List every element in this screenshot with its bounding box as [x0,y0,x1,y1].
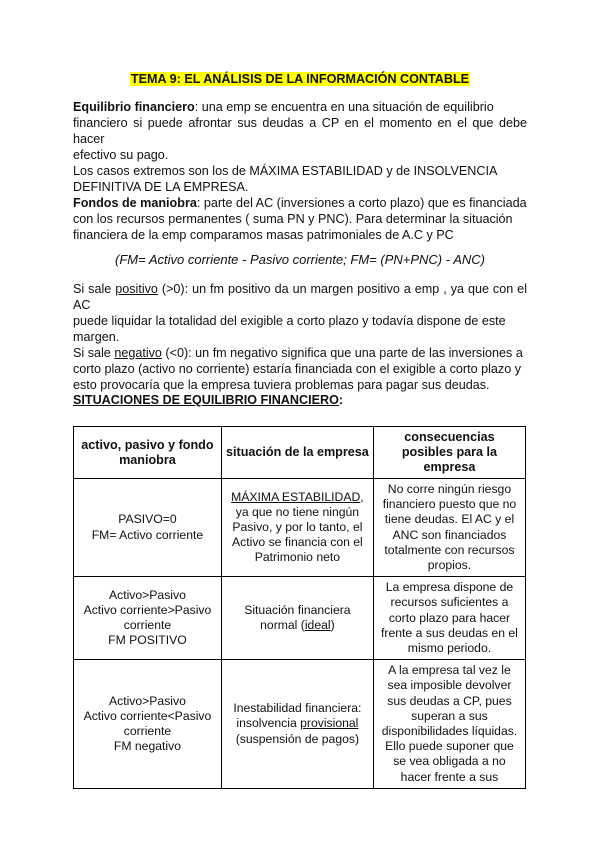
title-highlight: TEMA 9: EL ANÁLISIS DE LA INFORMACIÓN CONTABLE [130,72,470,86]
negativo-line: esto provocaría que la empresa tuviera problemas para pagar sus deudas. [73,378,490,392]
table-row [74,660,526,789]
equilibrio-line: Los casos extremos son los de MÁXIMA ESTABILIDAD y de INSOLVENCIA [73,164,498,178]
table-cell: Situación financiera normal (ideal) [221,577,373,660]
fondos-line: financiera de la emp comparamos masas patrimoniales de A.C y PC [73,228,454,242]
page-title [0,72,600,86]
equilibrio-line: efectivo su pago. [73,148,169,162]
fondos-term: Fondos de maniobra [73,196,197,210]
table-row [74,479,526,577]
equilibrio-paragraph [73,99,527,195]
positivo-line: puede liquidar la totalidad del exigible a corto plazo y todavía dispone de este [73,314,506,328]
formula: (FM= Activo corriente - Pasivo corriente; FM= (PN+PNC) - ANC) [115,252,485,267]
equilibrio-line: : una emp se encuentra en una situación de equilibrio [194,100,494,114]
positivo-line: margen. [73,330,120,344]
table-cell: No corre ningún riesgo financiero puesto que no tiene deudas. El AC y el ANC son financiados totalmente con recursos propios. [373,479,525,577]
fondos-line: : parte del AC (inversiones a corto plazo) que es financiada [196,196,527,210]
section-heading: SITUACIONES DE EQUILIBRIO FINANCIERO: [73,393,344,407]
equilibrio-term: Equilibrio financiero [73,100,195,114]
equilibrio-line: DEFINITIVA DE LA EMPRESA. [73,180,249,194]
fondos-line: con los recursos permanentes ( suma PN y PNC). Para determinar la situación [73,212,513,226]
header-cell: consecuencias posibles para la empresa [373,427,525,479]
table-cell: A la empresa tal vez le sea imposible devolver sus deudas a CP, pues superan a sus disponibilidades líquidas. Ello puede suponer que se vea obligada a no hacer frente a sus [373,660,525,789]
table-cell: La empresa dispone de recursos suficientes a corto plazo para hacer frente a sus deudas en el mismo periodo. [373,577,525,660]
fondos-paragraph [73,195,527,243]
positivo-paragraph: Si sale positivo (>0): un fm positivo da un margen positivo a emp , ya que con el AC puede liquidar la totalidad del exigible a corto plazo y todavía dispone de este margen. Si sale negativo (<0): un fm negativo significa que una parte de las inversiones a corto plazo (activo no corriente) estaría financiada con el exigible a corto plazo y esto provocaría que la empresa tuviera problemas para pagar sus deudas. [73,282,527,392]
negativo-word: negativo [114,346,162,360]
header-cell: situación de la empresa [221,427,373,479]
table-cell: MÁXIMA ESTABILIDAD, ya que no tiene ningún Pasivo, y por lo tanto, el Activo se financia con el Patrimonio neto [221,479,373,577]
equilibrio-line: financiero si puede afrontar sus deudas a CP en el momento en el que debe hacer [73,116,527,146]
positivo-word: positivo [115,282,158,296]
table-header-row [74,427,526,479]
header-cell: activo, pasivo y fondo maniobra [74,427,222,479]
table-cell: PASIVO=0 FM= Activo corriente [74,479,222,577]
equilibrium-table [73,426,526,789]
table-cell: Activo>Pasivo Activo corriente<Pasivo corriente FM negativo [74,660,222,789]
table-row [74,577,526,660]
table-cell: Inestabilidad financiera: insolvencia provisional (suspensión de pagos) [221,660,373,789]
table-cell: Activo>Pasivo Activo corriente>Pasivo corriente FM POSITIVO [74,577,222,660]
negativo-line: corto plazo (activo no corriente) estaría financiada con el exigible a corto plazo y [73,362,522,376]
